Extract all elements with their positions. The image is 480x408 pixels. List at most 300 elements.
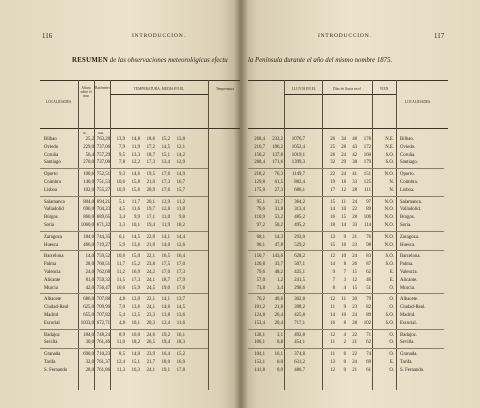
table-cell: 172 [363,144,371,150]
table-cell: 19,1 [161,367,170,373]
table-cell: 454,1 [294,340,305,346]
table-row [0,214,240,221]
table-cell: 22,0 [146,234,155,240]
table-row [240,367,480,374]
table-cell: 15 [330,242,335,248]
table-cell: 0,0 [277,367,283,373]
table-cell: 1019,1 [291,152,305,158]
table-cell: 46 [366,277,371,283]
table-cell: 759,32 [96,277,110,283]
locality-name: S. Fernando [44,367,68,373]
table-cell: 11,2 [116,270,125,275]
table-cell: 18,3 [176,340,185,346]
table-cell: 492,8 [294,332,305,338]
table-cell: 11 [330,305,335,311]
page-number: 117 [434,32,445,40]
table-cell: 21 [352,367,357,373]
table-cell: 29 [341,160,346,166]
table-cell: 19,4 [161,340,170,346]
table-cell: 23,9 [146,352,155,358]
table-cell: N.E. [385,137,394,142]
table-cell: 8,5 [119,352,125,358]
locality-name: Lisboa. [400,187,415,193]
table-cell: 17,6 [176,285,185,291]
group-separator [248,196,444,197]
locality-name: Sevilla. [400,340,415,346]
table-cell: 97,2 [256,223,265,228]
table-cell: N. [389,180,394,185]
table-cell: 425,8 [294,313,305,318]
table-cell: 15 [352,270,357,275]
table-cell: 3 [343,277,346,283]
table-cell: 71 [366,332,371,338]
table-row [0,242,240,249]
table-row [0,367,240,374]
table-cell: S.O. [385,254,394,260]
table-row [0,359,240,366]
locality-name: Palma [44,262,56,268]
table-row [240,152,480,159]
table-cell: 143,6 [272,254,283,260]
table-cell: 5,1 [119,199,125,205]
unit-millimeters: mm. [98,131,105,135]
table-cell: 18,0 [161,360,170,365]
table-cell: 10,1 [131,223,140,228]
table-cell: 12,4 [116,360,125,365]
locality-name: Ciudad-Real [44,305,69,311]
table-cell: 5,9 [119,242,125,248]
table-cell: 82 [366,305,371,311]
locality-name: Búrgos [44,215,58,221]
table-title [72,57,228,64]
table-cell: 14,3 [274,234,283,240]
table-cell: 466,0 [83,242,94,248]
table-row [240,144,480,151]
table-cell: 20,1 [146,199,155,205]
table-cell: O. [389,332,394,338]
table-cell: 31,7 [274,199,283,205]
table-top-rule [248,80,448,81]
table-cell: 12,9 [176,160,185,166]
table-cell: 7,8 [119,160,125,166]
table-cell: 27,3 [274,187,283,193]
table-cell: 10,1 [131,320,140,326]
table-cell: 13,7 [176,297,185,303]
table-cell: 761,86 [96,367,110,373]
table-cell: 860,0 [83,215,94,221]
table-cell: N.O. [384,234,394,240]
table-cell: 24 [352,313,357,318]
table-cell: 763,28 [96,137,110,142]
table-cell: 10 [341,207,346,213]
table-row [0,206,240,213]
table-cell: 13,4 [161,160,170,166]
table-cell: 61 [366,367,371,373]
table-cell: 12,8 [161,207,170,213]
running-head: INTRODUCCION. [318,33,372,39]
running-head: INTRODUCCION. [132,33,186,39]
table-cell: 13,8 [161,313,170,318]
table-cell: 21,0 [146,180,155,185]
table-cell: 28 [352,320,357,326]
table-row [0,285,240,292]
table-cell: 14,5 [161,144,170,150]
table-cell: 4,8 [119,297,125,303]
table-row [0,351,240,358]
table-cell: 14,6 [131,172,140,178]
table-cell: S.O. [385,320,394,326]
table-cell: 694,21 [96,199,110,205]
table-row [0,187,240,194]
table-row [0,332,240,339]
table-cell: 14,0 [85,254,94,260]
table-cell: 24,6 [146,332,155,338]
table-cell: 34 [341,137,346,142]
locality-name: Huesca. [400,242,416,248]
table-cell: 17,2 [146,144,155,150]
table-cell: 12 [330,254,335,260]
table-cell: 20,9 [146,187,155,193]
subheader-rule [110,94,208,95]
table-row [240,199,480,206]
table-cell: 26,4 [274,313,283,318]
table-cell: O. [389,367,394,373]
page-number: 116 [42,32,53,40]
unit-meters: m. [83,131,87,135]
table-cell: 111 [364,187,371,193]
table-row [240,269,480,276]
table-cell: 8 [343,320,346,326]
table-cell: 17,6 [161,172,170,178]
table-row [240,136,480,143]
table-cell: 0 [343,367,346,373]
table-cell: 20,3 [146,320,155,326]
table-cell: 12,1 [176,144,185,150]
table-cell: 696,0 [83,207,94,213]
locality-name: Sevilla [44,340,58,346]
table-cell: 21 [352,234,357,240]
table-cell: 14,5 [176,305,185,311]
table-cell: 21,0 [146,242,155,248]
table-row [240,159,480,166]
table-cell: 106,2 [272,144,283,150]
table-cell: 14 [330,207,335,213]
table-cell: 9 [332,270,335,275]
locality-name: Palma. [400,262,414,268]
table-cell: 16 [330,320,335,326]
table-cell: 81,0 [85,277,94,283]
table-cell: 756,47 [96,285,110,291]
table-row [240,296,480,303]
table-cell: 79 [366,297,371,303]
group-separator [40,348,208,349]
table-cell: 26 [352,262,357,268]
table-cell: 106,1 [254,340,265,346]
table-cell: 9,9 [134,215,140,221]
table-cell: 125 [363,180,371,185]
table-cell: 19,7 [146,207,155,213]
table-row [240,304,480,311]
table-cell: 23 [352,305,357,311]
table-row [240,214,480,221]
locality-name: Escorial. [400,320,417,326]
table-cell: 18 [341,180,346,185]
table-cell: 5,4 [119,313,125,318]
table-row [240,320,480,327]
table-cell: 179 [363,160,371,166]
table-cell: 15,1 [161,152,170,158]
table-cell: N. [389,187,394,193]
table-row [0,152,240,159]
header-localidades: LOCALIDADES. [45,100,73,104]
table-cell: 16 [330,215,335,221]
table-cell: 79,6 [256,270,265,275]
table-cell: 12,0 [131,297,140,303]
table-cell: 19,0 [161,285,170,291]
table-cell: 4,5 [119,207,125,213]
table-cell: 11,0 [116,340,125,346]
table-cell: 79,6 [256,207,265,213]
table-row [0,296,240,303]
table-cell: O. [389,297,394,303]
table-cell: 18,6 [146,137,155,142]
table-cell: 0 [343,360,346,365]
table-cell: 690,0 [83,352,94,358]
table-cell: N.O. [384,207,394,213]
locality-name: Valladolid. [400,207,421,213]
table-cell: N.O. [384,215,394,221]
table-cell: 102,0 [83,187,94,193]
table-cell: 184,0 [83,332,94,338]
table-cell: 32 [330,160,335,166]
table-cell: 495,2 [294,223,305,228]
table-cell: 28 [352,215,357,221]
locality-name: Murcia. [400,285,416,291]
table-cell: 15 [341,215,346,221]
table-cell: 759,52 [96,254,110,260]
table-cell: 17,0 [176,262,185,268]
table-cell: 760,51 [96,262,110,268]
table-cell: N.E. [385,144,394,150]
table-cell: 755,27 [96,187,110,193]
header-bottom-rule [40,128,240,129]
table-cell: 76 [366,234,371,240]
group-separator [248,348,444,349]
table-cell: 14,5 [131,234,140,240]
table-cell: 7,0 [119,305,125,311]
locality-name: Badajoz [44,332,60,338]
table-cell: 19,2 [161,332,170,338]
table-cell: 710,23 [96,352,110,358]
table-cell: 9,3 [119,172,125,178]
group-separator [40,231,208,232]
table-cell: S.O. [385,313,394,318]
table-cell: 43 [352,144,357,150]
table-cell: 7 [343,270,346,275]
table-cell: 13,3 [131,152,140,158]
table-cell: 13,6 [131,242,140,248]
table-cell: 129,8 [254,180,265,185]
table-cell: 25,2 [85,137,94,142]
table-cell: 628,2 [294,254,305,260]
table-cell: 90,1 [256,242,265,248]
locality-name: Oviedo [44,144,59,150]
table-cell: 24 [352,360,357,365]
table-cell: 4 [343,332,346,338]
table-row [240,339,480,346]
table-row [0,304,240,311]
table-cell: 19,4 [146,223,155,228]
right-page [240,0,480,408]
table-cell: 24 [341,152,346,158]
table-cell: 33,7 [274,262,283,268]
table-cell: 156,2 [254,152,265,158]
table-cell: 1399,3 [291,160,305,166]
table-cell: 17,8 [176,367,185,373]
locality-name: Huesca [44,242,59,248]
table-cell: 10,6 [116,180,125,185]
table-cell: 704,23 [96,207,110,213]
table-cell: 13,9 [116,137,125,142]
table-title-continued: la Península durante el año del mismo nombre 1875. [248,57,393,64]
table-cell: 218,2 [254,172,265,178]
table-cell: 19,5 [146,172,155,178]
table-cell: 38 [352,160,357,166]
table-cell: 15,7 [176,187,185,193]
group-separator [248,293,444,294]
table-cell: 15,6 [131,187,140,193]
table-cell: 655,0 [83,313,94,318]
table-cell: 364,2 [294,199,305,205]
table-cell: 3,1 [277,332,283,338]
table-cell: 11 [330,340,335,346]
table-cell: 2 [343,340,346,346]
table-cell: 28,0 [85,367,94,373]
table-cell: N.O. [384,223,394,228]
table-cell: 707,82 [96,313,110,318]
table-cell: 12 [330,297,335,303]
table-cell: 17,1 [146,215,155,221]
table-row [0,144,240,151]
table-cell: 73,8 [256,285,265,291]
table-row [0,339,240,346]
table-cell: 76,3 [274,172,283,178]
table-cell: 89 [366,313,371,318]
table-cell: 17,3 [176,270,185,275]
locality-name: Bilbao [44,137,57,142]
table-cell: 8 [332,285,335,291]
group-separator [248,168,444,169]
header-temperatura-cont: Temperatura [215,87,235,91]
table-cell: 15,2 [161,137,170,142]
table-cell: 57,0 [256,277,265,283]
table-cell: 21,7 [146,360,155,365]
locality-name: Murcia [44,285,58,291]
table-cell: 24,1 [146,277,155,283]
table-cell: 22,1 [146,254,155,260]
table-top-rule [40,80,240,81]
table-cell: 10 [341,254,346,260]
table-cell: 95,1 [256,199,265,205]
table-cell: 3,4 [277,285,283,291]
table-cell: 24,1 [146,305,155,311]
table-cell: 23 [352,242,357,248]
table-cell: 28 [352,187,357,193]
table-cell: 22,1 [146,297,155,303]
table-cell: 744,35 [96,234,110,240]
table-row [240,332,480,339]
table-cell: 671,22 [96,223,110,228]
table-cell: 24,5 [146,285,155,291]
table-cell: 128,1 [254,332,265,338]
locality-name: Coruña [44,152,59,158]
table-cell: 17,6 [161,187,170,193]
table-cell: 17,0 [161,270,170,275]
locality-name: Barcelona [44,254,64,260]
table-cell: 12 [352,277,357,283]
locality-name: Oviedo. [400,144,416,150]
locality-name: Zaragoza. [400,234,420,240]
table-cell: 178 [363,137,371,142]
table-cell: 31,8 [274,207,283,213]
table-cell: 16,1 [176,332,185,338]
locality-name: Santiago. [400,160,418,166]
table-row [240,285,480,292]
table-cell: 241,5 [294,277,305,283]
table-cell: 10,6 [116,254,125,260]
table-cell: 748,24 [96,332,110,338]
locality-name: Coimbra. [400,180,418,185]
table-cell: 13,6 [176,313,185,318]
locality-name: Soria. [400,223,412,228]
table-row [0,222,240,229]
table-cell: 11 [341,199,346,205]
table-cell: 42 [352,152,357,158]
table-cell: 41 [352,172,357,178]
table-cell: 14,8 [131,137,140,142]
table-cell: 20,4 [274,320,283,326]
table-cell: 757,29 [96,152,110,158]
table-cell: 104,1 [254,352,265,358]
table-cell: 707,88 [96,297,110,303]
table-cell: E. [389,277,394,283]
table-cell: 631,2 [294,360,305,365]
table-cell: 374,8 [294,352,305,358]
table-cell: 486,7 [294,367,305,373]
table-cell: 16,4 [161,352,170,358]
locality-name: Valladolid [44,207,64,213]
table-row [0,136,240,143]
table-cell: 14,1 [161,297,170,303]
table-cell: O. [389,352,394,358]
group-separator [248,250,444,251]
table-cell: 882,4 [294,180,305,185]
locality-name: Tarifa. [400,360,413,365]
table-cell: 25 [330,144,335,150]
table-cell: 752,51 [96,172,110,178]
group-separator [248,231,444,232]
table-cell: 141,8 [254,367,265,373]
table-cell: 1149,7 [291,172,305,178]
table-cell: 1,2 [277,277,283,283]
table-cell: 24,2 [146,270,155,275]
table-cell: 28 [341,144,346,150]
table-cell: 101,2 [254,305,265,311]
table-cell: 1060,0 [80,223,94,228]
table-cell: N.O. [384,242,394,248]
table-cell: S.O. [385,262,394,268]
table-cell: 1052,4 [291,144,305,150]
